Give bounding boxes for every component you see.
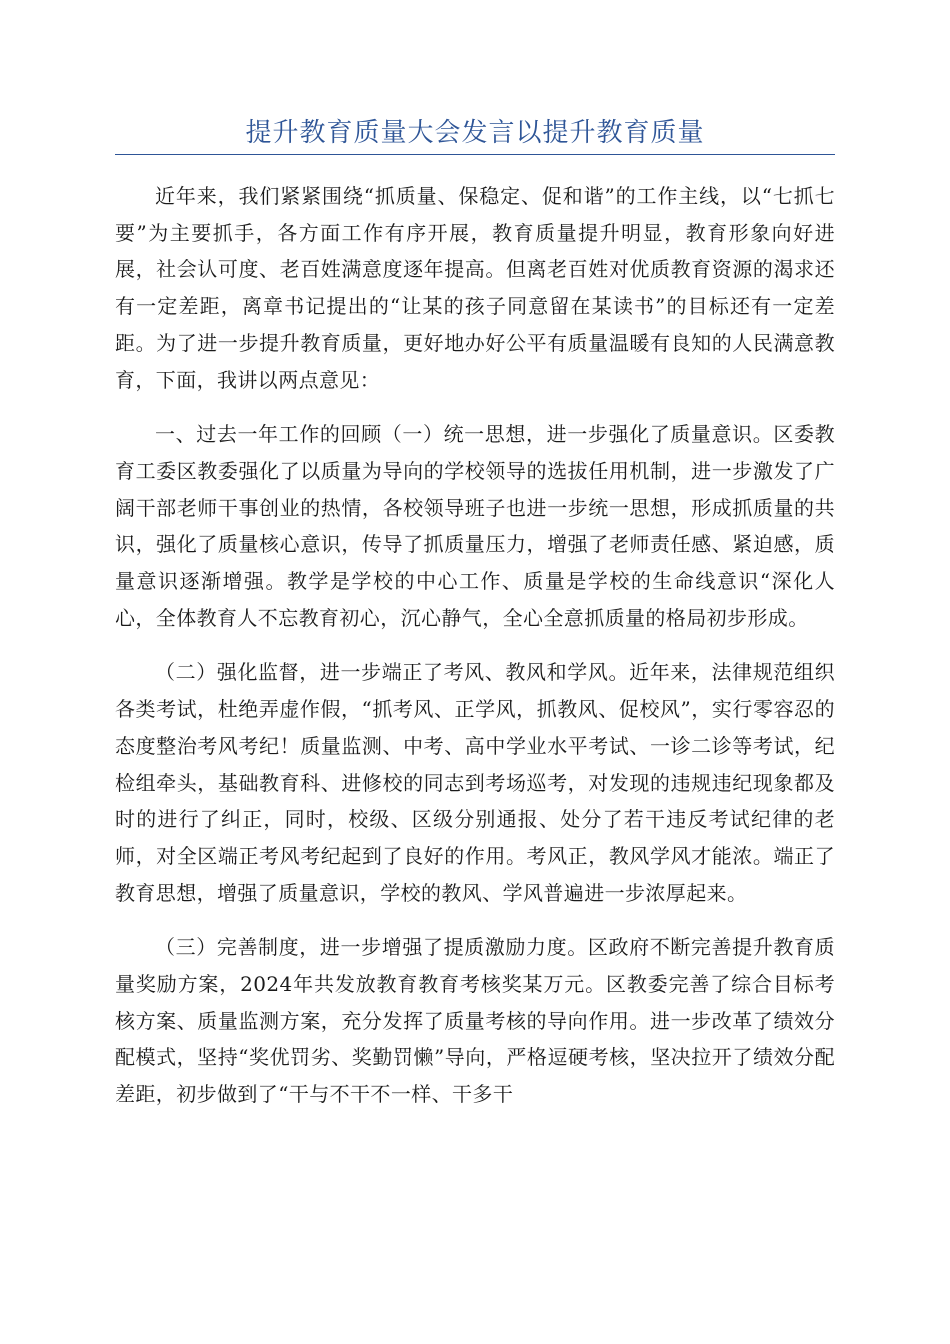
document-body <box>115 178 835 1131</box>
paragraph-section-2: （二）强化监督，进一步端正了考风、教风和学风。近年来，法律规范组织各类考试，杜绝弄虚作假，“抓考风、正学风，抓教风、促校风”，实行零容忍的态度整治考风考纪！质量监测、中考、高中学业水平考试、一诊二诊等考试，纪检组牵头，基础教育科、进修校的同志到考场巡考，对发现的违规违纪现象都及时的进行了纠正，同时，校级、区级分别通报、处分了若干违反考试纪律的老师，对全区端正考风考纪起到了良好的作用。考风正，教风学风才能浓。端正了教育思想，增强了质量意识，学校的教风、学风普遍进一步浓厚起来。 <box>115 660 835 905</box>
title-underline <box>115 154 835 155</box>
paragraph-section-1: 一、过去一年工作的回顾（一）统一思想，进一步强化了质量意识。区委教育工委区教委强化了以质量为导向的学校领导的选拔任用机制，进一步激发了广阔干部老师干事创业的热情，各校领导班子也进一步统一思想，形成抓质量的共识，强化了质量核心意识，传导了抓质量压力，增强了老师责任感、紧迫感，质量意识逐渐增强。教学是学校的中心工作、质量是学校的生命线意识“深化人心，全体教育人不忘教育初心，沉心静气，全心全意抓质量的格局初步形成。 <box>115 422 835 630</box>
document-title: 提升教育质量大会发言以提升教育质量 <box>245 118 705 148</box>
paragraph-section-3: （三）完善制度，进一步增强了提质激励力度。区政府不断完善提升教育质量奖励方案，2024年共发放教育教育考核奖某万元。区教委完善了综合目标考核方案、质量监测方案，充分发挥了质量考核的导向作用。进一步改革了绩效分配模式，坚持“奖优罚劣、奖勤罚懒”导向，严格逗硬考核，坚决拉开了绩效分配差距，初步做到了“干与不干不一样、干多干 <box>115 935 835 1107</box>
paragraph-intro: 近年来，我们紧紧围绕“抓质量、保稳定、促和谐”的工作主线，以“七抓七要”为主要抓手，各方面工作有序开展，教育质量提升明显，教育形象向好进展，社会认可度、老百姓满意度逐年提高。但离老百姓对优质教育资源的渴求还有一定差距，离章书记提出的“让某的孩子同意留在某读书”的目标还有一定差距。为了进一步提升教育质量，更好地办好公平有质量温暖有良知的人民满意教育，下面，我讲以两点意见： <box>115 184 835 392</box>
